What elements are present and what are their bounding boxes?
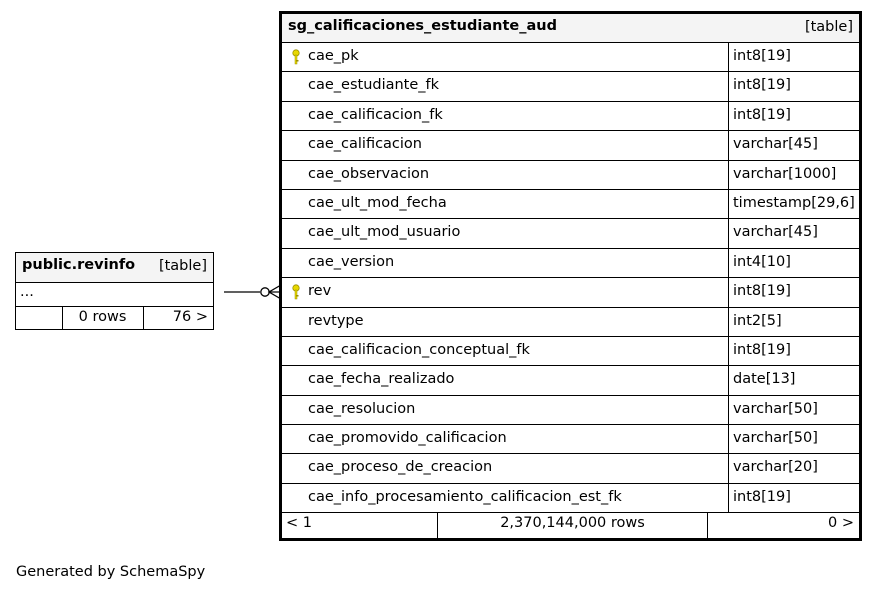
column-name: cae_observacion	[308, 165, 430, 182]
column-type: varchar[1000]	[728, 161, 859, 189]
column-type: int8[19]	[728, 72, 859, 100]
column-name: cae_calificacion_fk	[308, 106, 443, 123]
column-name: cae_calificacion	[308, 136, 422, 153]
column-name: cae_estudiante_fk	[308, 77, 440, 94]
generated-by-note: Generated by SchemaSpy	[16, 564, 206, 580]
column-type: int8[19]	[728, 337, 859, 365]
collapsed-columns: ...	[16, 283, 213, 307]
column-type: varchar[45]	[728, 219, 859, 247]
parents-link[interactable]: < 1	[286, 515, 312, 532]
table-kind: [table]	[158, 258, 207, 274]
column-name: rev	[308, 283, 332, 300]
column-type: int4[10]	[728, 249, 859, 277]
column-name: cae_ult_mod_usuario	[308, 224, 461, 241]
column-type: varchar[20]	[728, 454, 859, 482]
column-type: int8[19]	[728, 43, 859, 71]
children-link[interactable]: 0 >	[828, 515, 854, 532]
table-name[interactable]: public.revinfo	[22, 257, 136, 273]
column-type: int8[19]	[728, 278, 859, 306]
column-type: varchar[50]	[728, 425, 859, 453]
column-name: cae_calificacion_conceptual_fk	[308, 341, 530, 358]
column-name: revtype	[308, 312, 364, 329]
children-link[interactable]: 76 >	[172, 309, 208, 325]
column-type: varchar[50]	[728, 396, 859, 424]
row-count: 2,370,144,000 rows	[437, 513, 708, 538]
column-name: cae_promovido_calificacion	[308, 430, 507, 447]
column-name: cae_resolucion	[308, 400, 416, 417]
column-name: cae_info_procesamiento_calificacion_est_fk	[308, 488, 622, 505]
row-count: 0 rows	[62, 307, 144, 329]
column-type: timestamp[29,6]	[728, 190, 859, 218]
column-name: cae_version	[308, 253, 395, 270]
column-type: int8[19]	[728, 484, 859, 512]
column-type: varchar[45]	[728, 131, 859, 159]
column-name: cae_fecha_realizado	[308, 371, 455, 388]
column-type: int2[5]	[728, 308, 859, 336]
column-type: date[13]	[728, 366, 859, 394]
column-name: cae_pk	[308, 48, 359, 64]
column-name: cae_proceso_de_creacion	[308, 459, 493, 476]
table-kind: [table]	[804, 19, 853, 35]
column-name: cae_ult_mod_fecha	[308, 194, 447, 211]
table-name[interactable]: sg_calificaciones_estudiante_aud	[288, 18, 557, 34]
column-type: int8[19]	[728, 102, 859, 130]
